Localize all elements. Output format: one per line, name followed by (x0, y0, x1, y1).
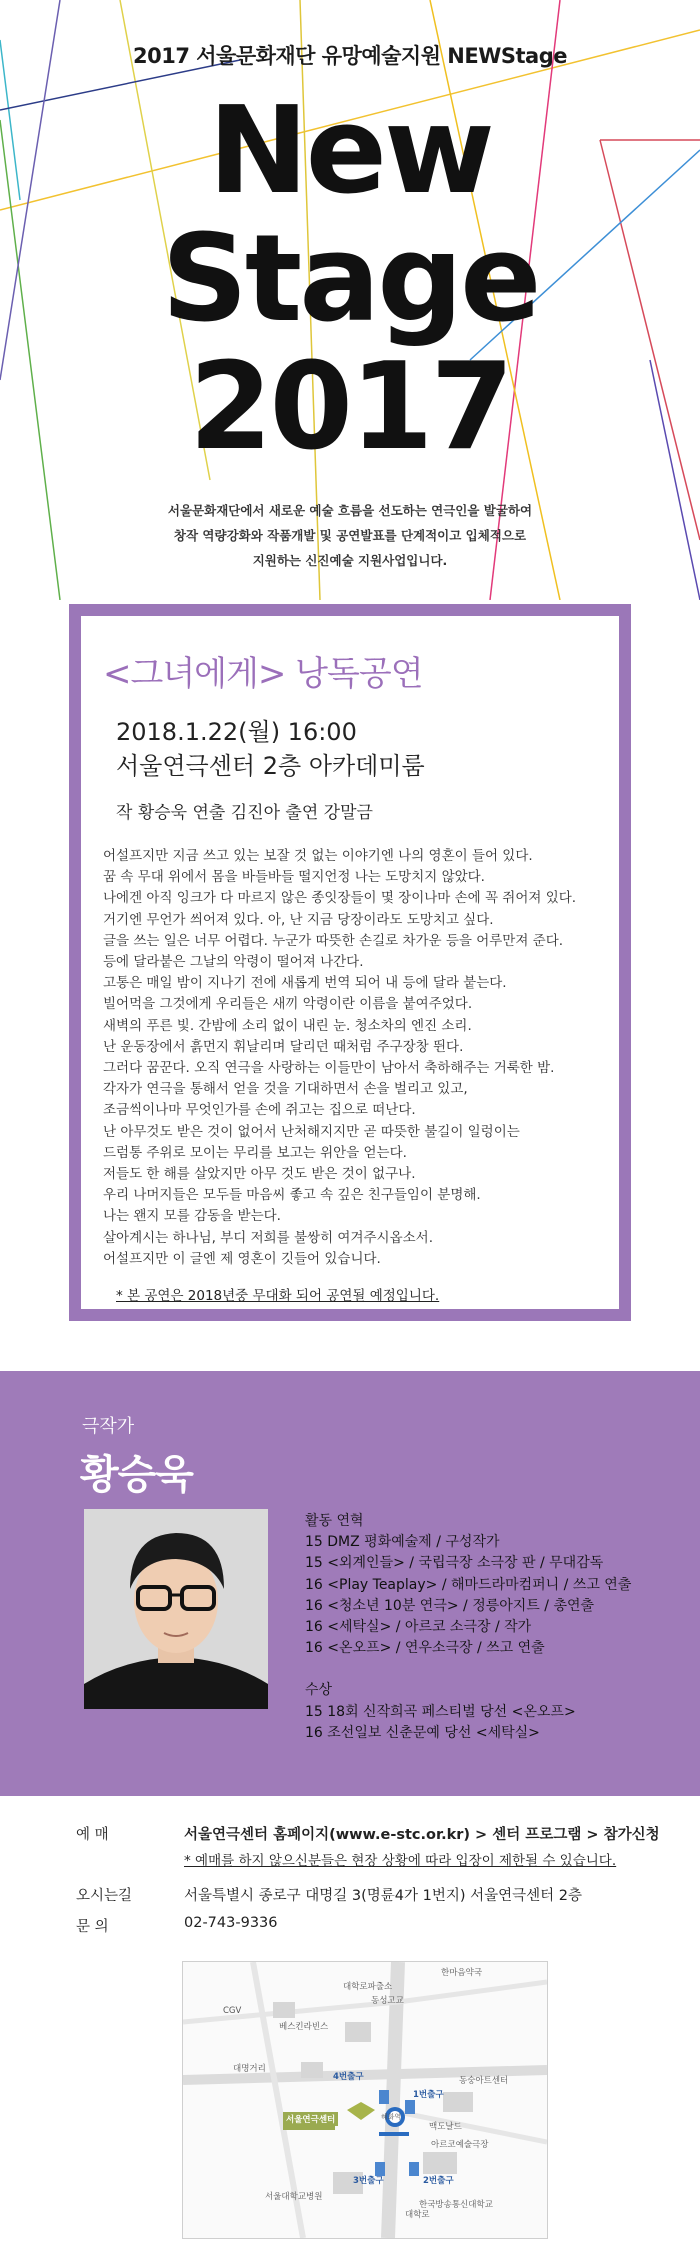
map-label-station: 혜화역 (381, 2113, 402, 2121)
map-label-street: 대명거리 (233, 2064, 266, 2074)
map-label-police: 대학로파출소 (343, 1982, 393, 1992)
contact-label: 문 의 (76, 1919, 109, 1935)
hero-header (0, 0, 700, 600)
map-label-arts: 동숭아트센터 (459, 2076, 509, 2086)
playwright-role: 극작가 (82, 1416, 135, 1437)
intro-text: 서울문화재단에서 새로운 예술 흐름을 선도하는 연극인을 발굴하여 창작 역량강화와 작품개발 및 공연발표를 단계적이고 입체적으로 지원하는 신진예술 지원사업입니다. (167, 503, 533, 568)
location-label: 오시는길 (76, 1888, 133, 1904)
playwright-name: 황승욱 (80, 1452, 193, 1498)
map-label-exit4: 4번출구 (333, 2072, 364, 2082)
map-label-exit1: 1번출구 (413, 2090, 444, 2100)
location-map (182, 1961, 548, 2239)
location-value: 서울특별시 종로구 대명길 3(명륜4가 1번지) 서울연극센터 2층 (184, 1888, 583, 1904)
map-label-mcd: 맥도날드 (429, 2122, 462, 2132)
contact-value: 02-743-9336 (184, 1915, 278, 1931)
booking-link[interactable]: 서울연극센터 홈페이지(www.e-stc.or.kr) > 센터 프로그램 > 참가신청 (184, 1827, 660, 1843)
map-label-bestin: 베스킨라빈스 (279, 2022, 329, 2032)
map-label-center: 서울연극센터 (283, 2112, 338, 2126)
reading-note: * 본 공연은 2018년중 무대화 되어 공연될 예정입니다. (116, 1288, 440, 1304)
map-label-cgv: CGV (223, 2006, 242, 2016)
reading-credits: 작 황승욱 연출 김진아 출연 강말금 (116, 803, 373, 823)
top-title: 2017 서울문화재단 유망예술지원 NEWStage (132, 44, 567, 68)
reading-venue: 서울연극센터 2층 아카데미룸 (116, 752, 425, 780)
reading-box (69, 604, 631, 1321)
big-title-line-3: 2017 (189, 338, 511, 477)
playwright-section (0, 1371, 700, 1796)
reading-date: 2018.1.22(월) 16:00 (116, 718, 357, 746)
playwright-bio: 활동 연혁 15 DMZ 평화예술제 / 구성작가 15 <외계인들> / 국립극장 소극장 판 / 무대감독 16 <Play Teaplay> / 해마드라마컴퍼니 / 쓰고 연출 16 <청소년 10분 연극> / 정릉아지트 / 총연출 16 <세탁실> / 아르코 소극장 / 작가 16 <온오프> / 연우소극장 / 쓰고 연출 수상 15 18회 신작희곡 페스티벌 당선 <온오프> 16 조선일보 신춘문예 당선 <세탁실> (305, 1513, 632, 1741)
map-label-hospital: 서울대학교병원 (265, 2192, 323, 2202)
big-title-line-1: New (208, 82, 492, 221)
big-title-line-2: Stage (161, 210, 539, 349)
map-label-pharmacy: 한마음약국 (441, 1968, 483, 1978)
playwright-photo (84, 1509, 268, 1709)
map-label-road: 대학로 (405, 2210, 430, 2220)
reading-title: <그녀에게> 낭독공연 (103, 654, 423, 694)
booking-note: * 예매를 하지 않으신분들은 현장 상황에 따라 입장이 제한될 수 있습니다. (184, 1853, 617, 1869)
map-label-university: 한국방송통신대학교 (419, 2200, 493, 2210)
poem-text: 어설프지만 지금 쓰고 있는 보잘 것 없는 이야기엔 나의 영혼이 들어 있다. 꿈 속 무대 위에서 몸을 바들바들 떨지언정 나는 도망치지 않았다. 나에겐 아직 잉크가 다 마르지 않은 종잇장들이 몇 장이나마 손에 꼭 쥐어져 있다. 거기엔 무언가 씌어져 있다. 아, 난 지금 당장이라도 도망치고 싶다. 글을 쓰는 일은 너무 어렵다. 누군가 따뜻한 손길로 차가운 등을 어루만져 준다. 등에 달라붙은 그날의 악령이 떨어져 나간다. 고통은 매일 밤이 지나기 전에 새롭게 번역 되어 내 등에 달라 붙는다. 빌어먹을 그것에게 우리들은 새끼 악령이란 이름을 붙여주었다. 새벽의 푸른 빛. 간밤에 소리 없이 내린 눈. 청소차의 엔진 소리. 난 운동장에서 흙먼지 휘날리며 달리던 때처럼 주구장창 뛴다. 그러다 꿈꾼다. 오직 연극을 사랑하는 이들만이 남아서 축하해주는 거룩한 밤. 각자가 연극을 통해서 얻을 것을 기대하면서 손을 벌리고 있고, 조금씩이나마 무엇인가를 손에 쥐고는 집으로 떠난다. 난 아무것도 받은 것이 없어서 난처해지지만 곧 따뜻한 불길이 일렁이는 드럼통 주위로 모이는 무리를 보고는 위안을 얻는다. 저들도 한 해를 살았지만 아무 것도 받은 것이 없구나. 우리 나머지들은 모두들 마음씨 좋고 속 깊은 친구들임이 분명해. 나는 왠지 모를 감동을 받는다. 살아계시는 하나님, 부디 저희를 불쌍히 여겨주시옵소서. 어설프지만 이 글엔 제 영혼이 깃들어 있습니다. (103, 848, 577, 1267)
map-label-arko: 아르코예술극장 (431, 2140, 489, 2150)
map-label-exit3: 3번출구 (353, 2176, 384, 2186)
booking-label: 예 매 (76, 1827, 109, 1843)
map-label-exit2: 2번출구 (423, 2176, 454, 2186)
map-label-school: 동성고교 (371, 1996, 404, 2006)
